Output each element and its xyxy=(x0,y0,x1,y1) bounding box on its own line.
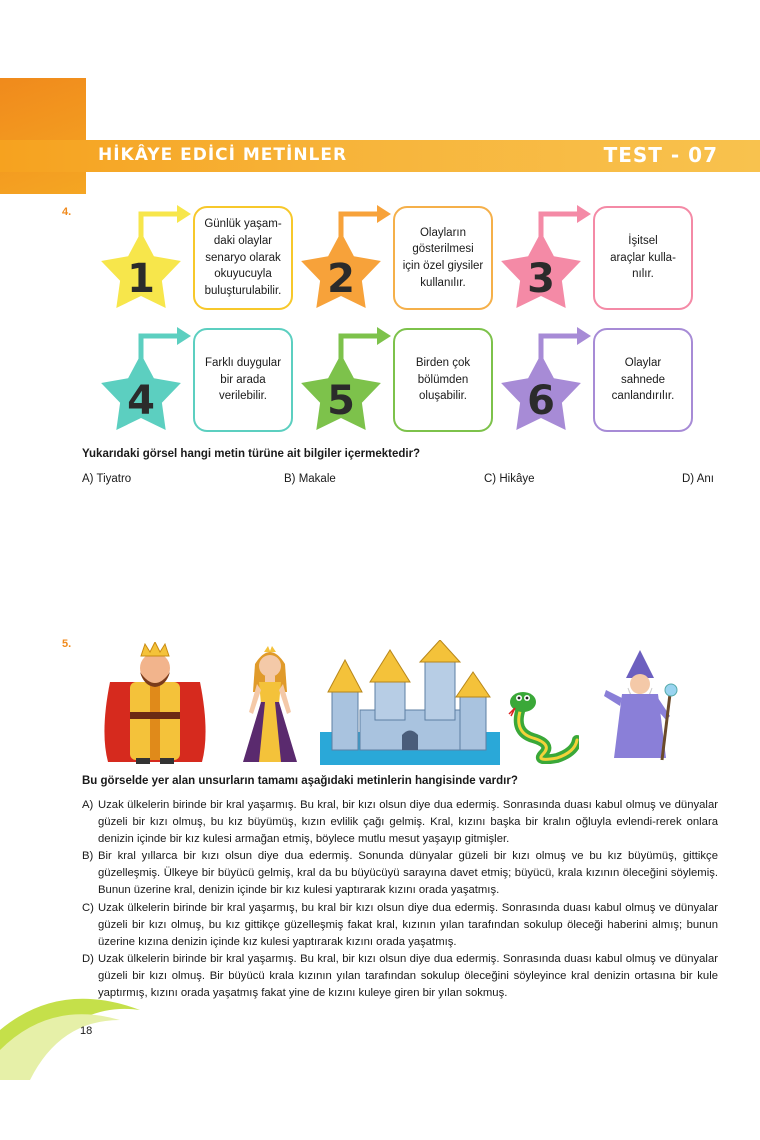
card-text: Birden çok bölümden oluşabilir. xyxy=(393,328,493,432)
card-text: İşitsel araçlar kulla- nılır. xyxy=(593,206,693,310)
king-illustration xyxy=(100,642,210,764)
story-pictures xyxy=(95,640,685,765)
arrow-stem xyxy=(541,214,579,242)
card-text: Farklı duygular bir arada verilebilir. xyxy=(193,328,293,432)
arrow-stem xyxy=(541,336,579,364)
star-icon xyxy=(295,202,395,314)
option-b[interactable]: B) Makale xyxy=(284,473,336,485)
answer-a-label: A) xyxy=(82,799,94,811)
princess-illustration xyxy=(235,642,305,764)
question-4-text: Yukarıdaki görsel hangi metin türüne ait bilgiler içermektedir? xyxy=(82,448,421,460)
q4-card-1 xyxy=(95,202,295,314)
q4-card-2 xyxy=(295,202,495,314)
answer-d-label: D) xyxy=(82,952,94,965)
q4-card-4 xyxy=(95,324,295,436)
snake-illustration xyxy=(507,688,579,764)
question-5-text: Bu görselde yer alan unsurların tamamı aşağıdaki metinlerin hangisinde vardır? xyxy=(82,775,518,787)
card-text: Olaylar sahnede canlandırılır. xyxy=(593,328,693,432)
arrow-head-icon xyxy=(577,327,591,345)
card-text: Olayların gösterilmesi için özel giysiler kullanılır. xyxy=(393,206,493,310)
arrow-head-icon xyxy=(177,205,191,223)
q4-card-grid xyxy=(95,202,705,442)
question-4-number: 4. xyxy=(62,206,72,218)
arrow-stem xyxy=(341,336,379,364)
wizard-illustration xyxy=(600,650,685,762)
answer-c[interactable] xyxy=(82,900,718,951)
star-icon xyxy=(495,202,595,314)
arrow-head-icon xyxy=(377,205,391,223)
arrow-stem xyxy=(341,214,379,242)
card-number: 6 xyxy=(527,378,555,424)
arrow-head-icon xyxy=(377,327,391,345)
header-title: HİKÂYE EDİCİ METİNLER xyxy=(98,145,348,165)
star-icon xyxy=(95,324,195,436)
option-c[interactable]: C) Hikâye xyxy=(484,473,535,485)
page-number: 18 xyxy=(80,1025,93,1037)
star-icon xyxy=(95,202,195,314)
answer-c-text: Uzak ülkelerin birinde bir kral yaşarmış, bu kral bir kızı olsun diye dua edermiş. Sonrasında duası kabul olmuş ve dünyalar güzeli bir kızı olmuş, bu kız gittikçe güzelleşmiş fakat kral, kızının yılan tarafından sokulup öleceği haberini almış; bunun üzerine kızına denizin içinde kız kulesi yaptırarak kızını orada yaşatmış. xyxy=(98,901,718,948)
card-text: Günlük yaşam- daki olaylar senaryo olarak okuyucuyla buluşturulabilir. xyxy=(193,206,293,310)
q4-card-6 xyxy=(495,324,695,436)
card-number: 2 xyxy=(327,256,355,302)
arrow-stem xyxy=(141,214,179,242)
arrow-head-icon xyxy=(177,327,191,345)
star-icon xyxy=(295,324,395,436)
card-number: 1 xyxy=(127,256,155,302)
answer-a-text: Uzak ülkelerin birinde bir kral yaşarmış. Bu kral, bir kızı olsun diye dua edermiş. Sonrasında duası kabul olmuş ve dünyalar güzeli bir kızı olmuş, bu kız büyümüş, kızın evlilik çağı gelmiş. Kral, kızını başka bir kralın oğluyla evlendi-rerek onlara denizin içinde bir kız kulesi armağan etmiş, böylece mutlu mesut yaşayıp gitmişler. xyxy=(98,799,718,846)
answer-a[interactable] xyxy=(82,797,718,848)
castle-illustration xyxy=(320,640,500,765)
star-icon xyxy=(495,324,595,436)
answer-b-label: B) xyxy=(82,850,94,863)
answer-c-label: C) xyxy=(82,901,94,914)
option-a[interactable]: A) Tiyatro xyxy=(82,473,132,485)
answer-d[interactable] xyxy=(82,951,718,1002)
answer-d-text: Uzak ülkelerin birinde bir kral yaşarmış. Bu kral, bir kızı olsun diye dua edermiş. Sonrasında duası kabul olmuş ve dünyalar güzeli bir kızı olmuş. Bir büyücü krala kızının yılan tarafından sokulup öleceğini söyleyince kral denizin ortasına bir kule yaptırmış, kızını orada yaşatmış fakat yine de kızını kuleye giren bir yılan sokmuş. xyxy=(98,952,718,1000)
card-number: 4 xyxy=(127,378,155,424)
q4-card-5 xyxy=(295,324,495,436)
test-number: TEST - 07 xyxy=(603,143,718,167)
answer-b[interactable] xyxy=(82,848,718,899)
header-corner-decoration xyxy=(0,78,86,194)
question-5-number: 5. xyxy=(62,638,72,650)
arrow-head-icon xyxy=(577,205,591,223)
card-number: 3 xyxy=(527,256,555,302)
option-d[interactable]: D) Anı xyxy=(682,473,714,485)
arrow-stem xyxy=(141,336,179,364)
answer-list xyxy=(82,797,718,1002)
q4-card-3 xyxy=(495,202,695,314)
card-number: 5 xyxy=(327,378,355,424)
answer-b-text: Bir kral yıllarca bir kızı olsun diye dua edermiş. Sonunda dünyalar güzeli bir kızı olmuş ve bu kız büyümüş, gittikçe güzelleşmiş. Ülkeye bir büyücü gelmiş, kral da bu büyücüyü sarayına davet etmiş; büyücü, krala kızının öleceğini söylemiş. Bunun üzerine kral, denizin içinde bir kız kulesi yaptırarak kızını orada yaşatmış. xyxy=(98,850,718,897)
